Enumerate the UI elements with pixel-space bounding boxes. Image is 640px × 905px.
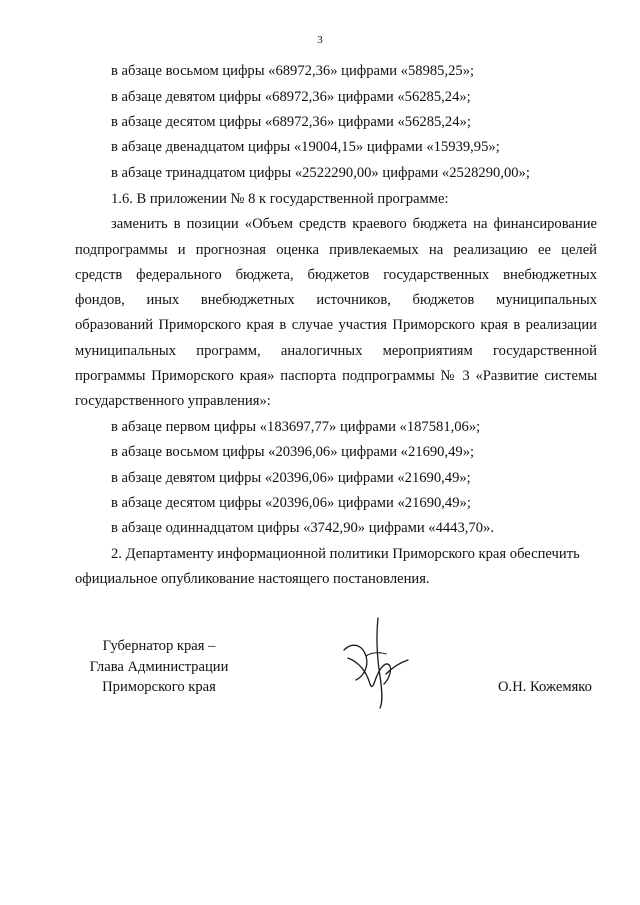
- paragraph-abzac-12: в абзаце двенадцатом цифры «19004,15» цифрами «15939,95»;: [111, 139, 500, 155]
- replace-line-8: государственного управления»:: [75, 393, 271, 409]
- sub-abzac-1: в абзаце первом цифры «183697,77» цифрами «187581,06»;: [111, 419, 481, 435]
- signatory-title-line-1: Губернатор края –: [102, 638, 216, 654]
- paragraph-abzac-10: в абзаце десятом цифры «68972,36» цифрами «56285,24»;: [111, 114, 471, 130]
- sub-abzac-10: в абзаце десятом цифры «20396,06» цифрами «21690,49»;: [111, 495, 471, 511]
- sub-abzac-9: в абзаце девятом цифры «20396,06» цифрами «21690,49»;: [111, 470, 471, 486]
- sub-abzac-8: в абзаце восьмом цифры «20396,06» цифрами «21690,49»;: [111, 444, 475, 460]
- replace-line-1: заменить в позиции «Объем средств краевого бюджета на финансирование: [111, 216, 597, 232]
- signatory-title: [75, 636, 243, 698]
- replace-line-3: средств федерального бюджета, бюджетов государственных внебюджетных: [75, 267, 597, 283]
- paragraph-abzac-8: в абзаце восьмом цифры «68972,36» цифрами «58985,25»;: [111, 63, 475, 79]
- replace-line-6: муниципальных программ, аналогичных мероприятиям государственной: [75, 343, 597, 359]
- item-1-6: 1.6. В приложении № 8 к государственной программе:: [111, 191, 449, 207]
- signatory-name: О.Н. Кожемяко: [498, 679, 592, 695]
- handwritten-signature: [336, 614, 414, 710]
- replace-line-4: фондов, иных внебюджетных источников, бюджетов муниципальных: [75, 292, 597, 308]
- replace-line-7: программы Приморского края» паспорта подпрограммы № 3 «Развитие системы: [75, 368, 597, 384]
- sub-abzac-11: в абзаце одиннадцатом цифры «3742,90» цифрами «4443,70».: [111, 520, 494, 536]
- replace-line-5: образований Приморского края в случае участия Приморского края в реализации: [75, 317, 597, 333]
- paragraph-abzac-13: в абзаце тринадцатом цифры «2522290,00» цифрами «2528290,00»;: [111, 165, 530, 181]
- page-number: 3: [317, 34, 323, 46]
- paragraph-abzac-9: в абзаце девятом цифры «68972,36» цифрами «56285,24»;: [111, 89, 471, 105]
- signatory-title-line-3: Приморского края: [102, 679, 216, 695]
- replace-line-2: подпрограммы и прогнозная оценка привлекаемых на реализацию ее целей: [75, 242, 597, 258]
- item-2-line-2: официальное опубликование настоящего постановления.: [75, 571, 430, 587]
- signatory-title-line-2: Глава Администрации: [89, 658, 229, 675]
- item-2-line-1: 2. Департаменту информационной политики Приморского края обеспечить: [111, 546, 580, 562]
